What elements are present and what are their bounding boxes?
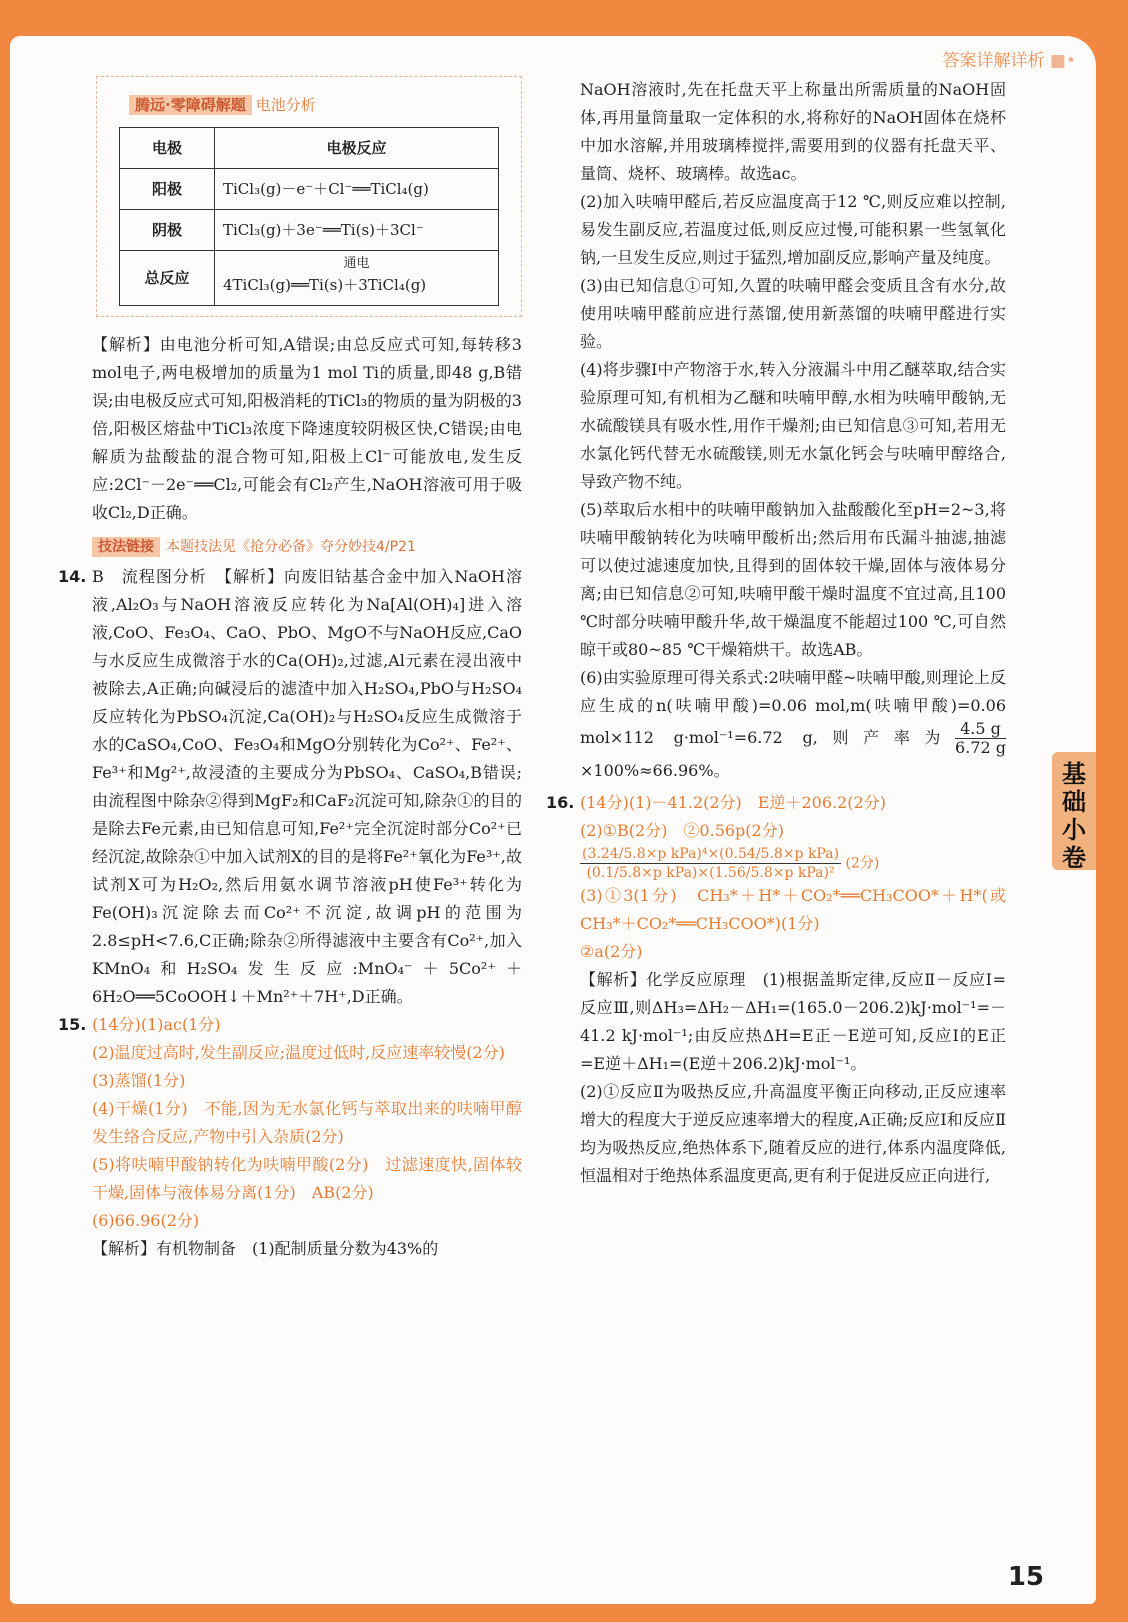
kp-expression [580, 845, 1006, 882]
q16-answer: (2)①B(2分) ②0.56p(2分) [580, 821, 784, 840]
kp-denominator: (0.1/5.8×p kPa)×(1.56/5.8×p kPa)² [586, 865, 835, 881]
technique-link-text: 本题技法见《抢分必备》夺分妙技4/P21 [166, 539, 416, 555]
row-label: 阴极 [120, 210, 215, 251]
q15-block [58, 1011, 522, 1263]
q15-analysis-p3: (3)由已知信息①可知,久置的呋喃甲醛会变质且含有水分,故使用呋喃甲醛前应进行蒸馏,使用新蒸馏的呋喃甲醛进行实验。 [580, 276, 1006, 351]
q15-analysis-start: 【解析】有机物制备 (1)配制质量分数为43%的 [92, 1239, 439, 1258]
header-tag-text: 答案详解详析 [942, 51, 1045, 71]
page-number: 15 [1007, 1562, 1044, 1592]
kp-fraction [580, 845, 841, 882]
q16-answer: ②a(2分) [580, 942, 643, 961]
yield-fraction [955, 720, 1006, 757]
table-row [120, 251, 499, 306]
q15-answer: (5)将呋喃甲酸钠转化为呋喃甲酸(2分) 过滤速度快,固体较干燥,固体与液体易分离(1分) AB(2分) [92, 1155, 522, 1202]
header-dots-icon: ■• [1049, 51, 1076, 71]
row-reaction: TiCl₃(g)＋3e⁻══Ti(s)＋3Cl⁻ [215, 210, 499, 251]
table-row [120, 169, 499, 210]
row-label: 阳极 [120, 169, 215, 210]
q15-analysis-p4: (4)将步骤Ⅰ中产物溶于水,转入分液漏斗中用乙醚萃取,结合实验原理可知,有机相为乙醚和呋喃甲醇,水相为呋喃甲酸钠,无水硫酸镁具有吸水性,用作干燥剂;由已知信息③可知,若用无水氯化钙代替无水硫酸镁,则无水氯化钙会与呋喃甲醇络合,导致产物不纯。 [580, 360, 1006, 491]
q15-answer: (14分)(1)ac(1分) [92, 1015, 221, 1034]
banner-main: 腾远·零障碍解题 [129, 95, 252, 115]
left-column [58, 76, 522, 1263]
q14-number: 14. [58, 567, 87, 586]
technique-link[interactable] [92, 533, 522, 561]
side-tab: 基础小卷 [1052, 752, 1096, 870]
kp-score: (2分) [845, 855, 880, 872]
table-header-cell: 电极 [120, 128, 215, 169]
banner-sub: 电池分析 [255, 96, 316, 114]
table-row [120, 210, 499, 251]
p6-tail: ×100%≈66.96%。 [580, 761, 730, 780]
kp-numerator: (3.24/5.8×p kPa)⁴×(0.54/5.8×p kPa) [582, 846, 840, 862]
row-reaction: TiCl₃(g)－e⁻＋Cl⁻══TiCl₄(g) [215, 169, 499, 210]
total-reaction: 4TiCl₃(g)══Ti(s)＋3TiCl₄(g) [223, 276, 427, 294]
fraction-bottom: 6.72 g [955, 738, 1006, 757]
q15-answer: (4)干燥(1分) 不能,因为无水氯化钙与萃取出来的呋喃甲醇发生络合反应,产物中引入杂质(2分) [92, 1099, 522, 1146]
table-header-row [120, 128, 499, 169]
q15-analysis-p6 [580, 664, 1006, 785]
battery-analysis-box [96, 76, 522, 317]
q15-answer: (2)温度过高时,发生副反应;温度过低时,反应速率较慢(2分) [92, 1043, 505, 1062]
technique-link-label: 技法链接 [92, 537, 160, 557]
table-header-cell: 电极反应 [215, 128, 499, 169]
reaction-condition: 通电 [343, 256, 370, 271]
q13-analysis: 【解析】由电池分析可知,A错误;由总反应式可知,每转移3 mol电子,两电极增加的质量为1 mol Ti的质量,即48 g,B错误;由电极反应式可知,阳极消耗的TiCl₃的物质的量为阴极的3倍,阳极区熔盐中TiCl₃浓度下降速度较阴极区快,C错误;由电解质为盐酸盐的混合物可知,阳极上Cl⁻可能放电,发生反应:2Cl⁻－2e⁻══Cl₂,可能会有Cl₂产生,NaOH溶液可用于吸收Cl₂,D正确。 [92, 335, 522, 522]
q15-answer: (6)66.96(2分) [92, 1211, 200, 1230]
p6-text: (6)由实验原理可得关系式:2呋喃甲醛~呋喃甲酸,则理论上反应生成的n(呋喃甲酸)=0.06 mol,m(呋喃甲酸)=0.06 mol×112 g·mol⁻¹=6.72 g,则产率为 [580, 668, 1006, 747]
q16-answer: (14分)(1)－41.2(2分) E逆＋206.2(2分) [580, 793, 886, 812]
row-reaction-total [215, 251, 499, 306]
q15-number: 15. [58, 1015, 87, 1034]
row-label: 总反应 [120, 251, 215, 306]
fraction-top: 4.5 g [955, 720, 1006, 739]
q15-answer: (3)蒸馏(1分) [92, 1071, 186, 1090]
header-tag [943, 46, 1077, 71]
analysis-banner [123, 91, 322, 119]
q16-answer: (3)①3(1分) CH₃*＋H*＋CO₂*══CH₃COO*＋H*(或CH₃*＋CO₂*══CH₃COO*)(1分) [580, 886, 1006, 933]
q14-block [58, 563, 522, 1011]
q16-analysis-1: 【解析】化学反应原理 (1)根据盖斯定律,反应Ⅱ－反应Ⅰ=反应Ⅲ,则ΔH₃=ΔH₂－ΔH₁=(165.0－206.2)kJ·mol⁻¹=－41.2 kJ·mol⁻¹;由反应热ΔH=E正－E逆可知,反应Ⅰ的E正=E逆＋ΔH₁=(E逆＋206.2)kJ·mol⁻¹。 [580, 970, 1006, 1073]
right-column [546, 76, 1006, 1190]
q16-block [546, 789, 1006, 1190]
q15-analysis-p1: NaOH溶液时,先在托盘天平上称量出所需质量的NaOH固体,再用量筒量取一定体积的水,将称好的NaOH固体在烧杯中加水溶解,并用玻璃棒搅拌,需要用到的仪器有托盘天平、量筒、烧杯、玻璃棒。故选ac。 [580, 80, 1006, 183]
q15-analysis-p5: (5)萃取后水相中的呋喃甲酸钠加入盐酸酸化至pH=2~3,将呋喃甲酸钠转化为呋喃甲酸析出;然后用布氏漏斗抽滤,抽滤可以使过滤速度加快,且得到的固体较干燥,固体与液体易分离;由已知信息②可知,呋喃甲酸干燥时温度不宜过高,且100 ℃时部分呋喃甲酸升华,故干燥温度不能超过100 ℃,可自然晾干或80~85 ℃干燥箱烘干。故选AB。 [580, 500, 1006, 659]
q14-text: B 流程图分析 【解析】向废旧钴基合金中加入NaOH溶液,Al₂O₃与NaOH溶液反应转化为Na[Al(OH)₄]进入溶液,CoO、Fe₃O₄、CaO、PbO、MgO不与NaOH反应,CaO与水反应生成微溶于水的Ca(OH)₂,过滤,Al元素在浸出液中被除去,A正确;向碱浸后的滤渣中加入H₂SO₄,PbO与H₂SO₄反应转化为PbSO₄沉淀,Ca(OH)₂与H₂SO₄反应生成微溶于水的CaSO₄,CoO、Fe₃O₄和MgO分别转化为Co²⁺、Fe²⁺、Fe³⁺和Mg²⁺,故浸渣的主要成分为PbSO₄、CaSO₄,B错误;由流程图中除杂②得到MgF₂和CaF₂沉淀可知,除杂①的目的是除去Fe元素,由已知信息可知,Fe²⁺完全沉淀时部分Co²⁺已经沉淀,故除杂①中加入试剂X的目的是将Fe²⁺氧化为Fe³⁺,故试剂X可为H₂O₂,然后用氨水调节溶液pH使Fe³⁺转化为Fe(OH)₃沉淀除去而Co²⁺不沉淀,故调pH的范围为2.8≤pH<7.6,C正确;除杂②所得滤液中主要含有Co²⁺,加入KMnO₄和H₂SO₄发生反应:MnO₄⁻＋5Co²⁺＋6H₂O══5CoOOH↓＋Mn²⁺＋7H⁺,D正确。 [92, 567, 522, 1006]
q15-analysis-p2: (2)加入呋喃甲醛后,若反应温度高于12 ℃,则反应难以控制,易发生副反应,若温度过低,则反应过慢,可能积累一些氢氧化钠,一旦发生反应,则过于猛烈,增加副反应,影响产量及纯度。 [580, 192, 1006, 267]
q16-number: 16. [546, 793, 575, 812]
electrode-table [119, 127, 499, 306]
q16-analysis-2: (2)①反应Ⅱ为吸热反应,升高温度平衡正向移动,正反应速率增大的程度大于逆反应速率增大的程度,A正确;反应Ⅰ和反应Ⅱ均为吸热反应,绝热体系下,随着反应的进行,体系内温度降低,恒温相对于绝热体系温度更高,更有利于促进反应正向进行, [580, 1082, 1006, 1185]
